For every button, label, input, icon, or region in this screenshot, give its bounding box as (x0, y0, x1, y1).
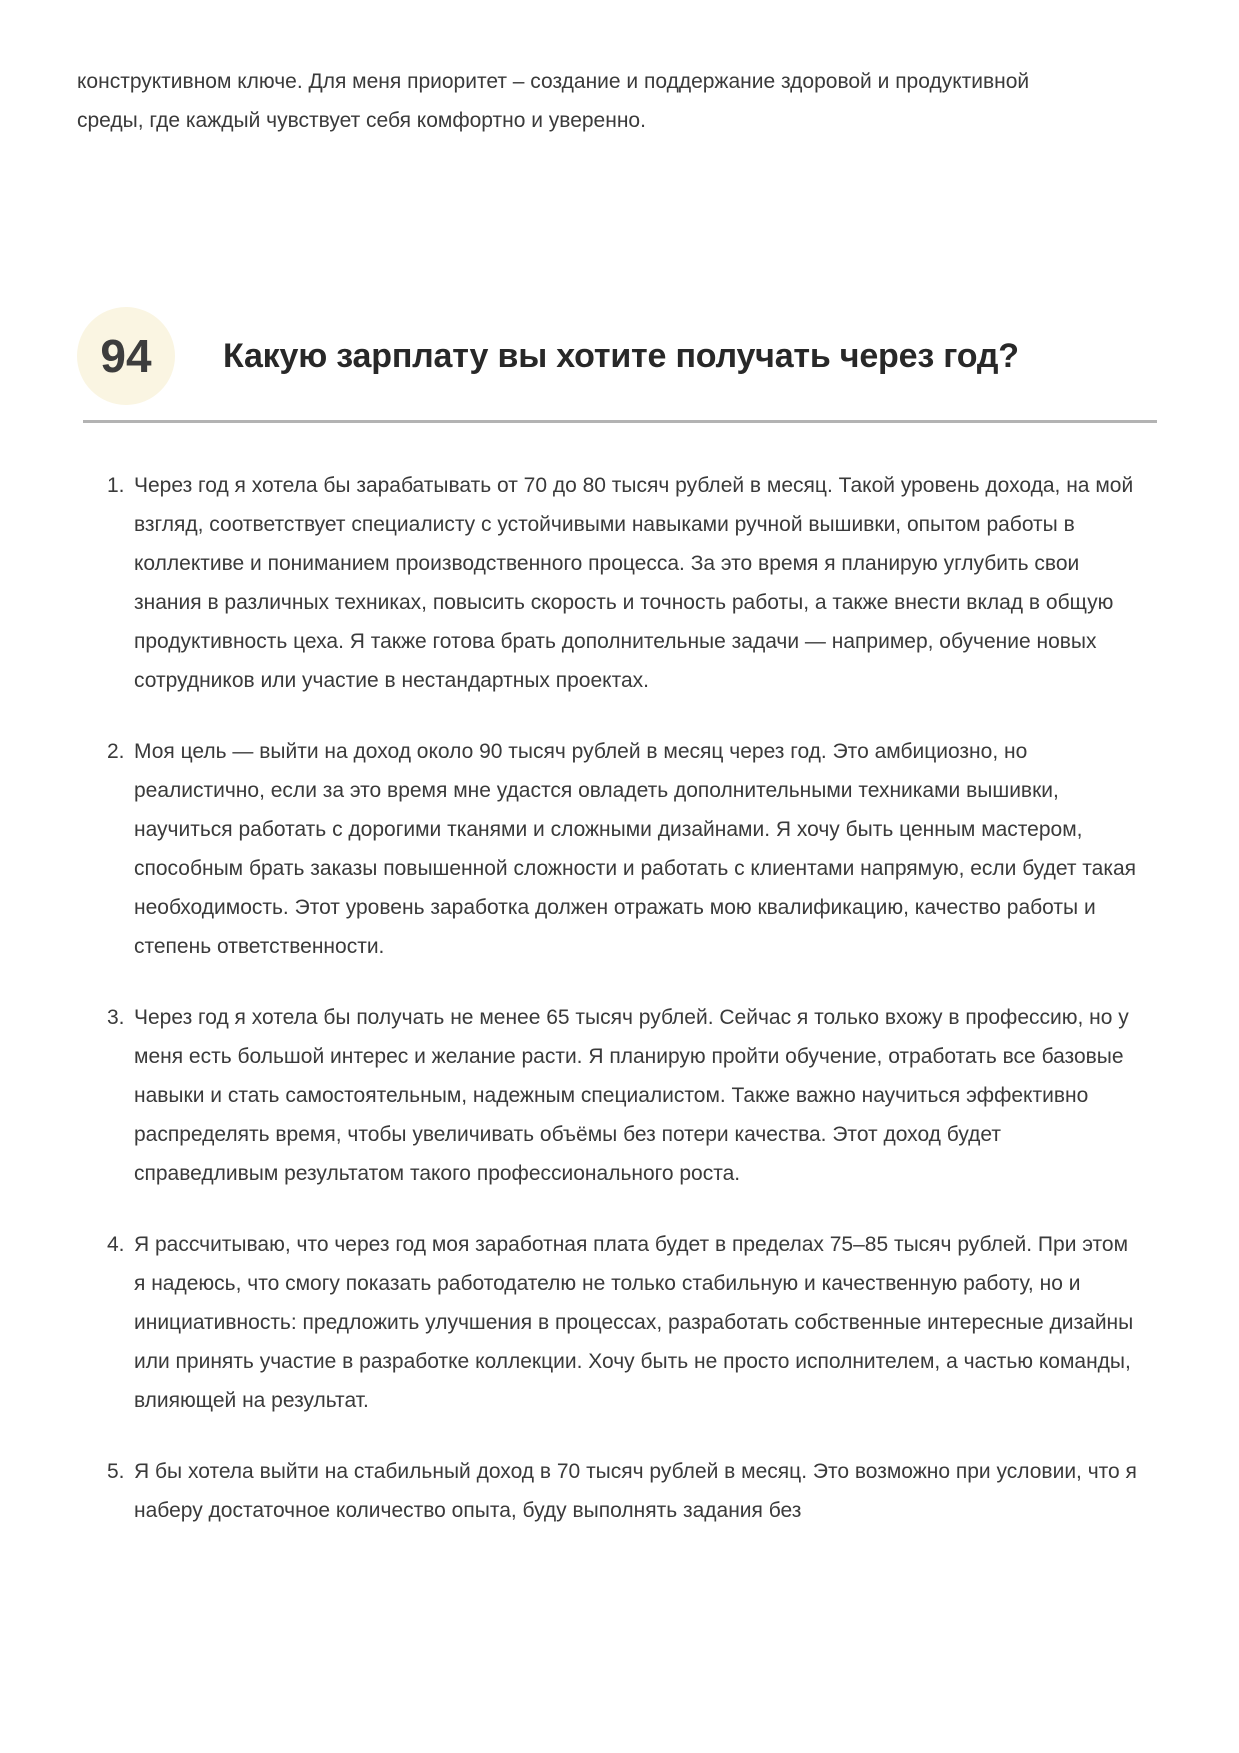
answer-number: 5. (107, 1460, 125, 1483)
answer-item-4 (77, 1225, 1157, 1420)
question-title: Какую зарплату вы хотите получать через год? (223, 336, 1019, 375)
answer-item-2 (77, 732, 1157, 966)
answer-text: Через год я хотела бы получать не менее 65 тысяч рублей. Сейчас я только вхожу в профессию, но у меня есть большой интерес и желание расти. Я планирую пройти обучение, отработать все базовые навыки и стать самостоятельным, надежным специалистом. Также важно научиться эффективно распределять время, чтобы увеличивать объёмы без потери качества. Этот доход будет справедливым результатом такого профессионального роста. (134, 1006, 1129, 1185)
answer-text: Моя цель — выйти на доход около 90 тысяч рублей в месяц через год. Это амбициозно, но реалистично, если за это время мне удастся овладеть дополнительными техниками вышивки, научиться работать с дорогими тканями и сложными дизайнами. Я хочу быть ценным мастером, способным брать заказы повышенной сложности и работать с клиентами напрямую, если будет такая необходимость. Этот уровень заработка должен отражать мою квалификацию, качество работы и степень ответственности. (134, 740, 1137, 958)
answer-text: Я рассчитываю, что через год моя заработная плата будет в пределах 75–85 тысяч рублей. При этом я надеюсь, что смогу показать работодателю не только стабильную и качественную работу, но и инициативность: предложить улучшения в процессах, разработать собственные интересные дизайны или принять участие в разработке коллекции. Хочу быть не просто исполнителем, а частью команды, влияющей на результат. (134, 1233, 1134, 1412)
answer-number: 2. (107, 740, 125, 763)
answer-item-5 (77, 1452, 1157, 1530)
answers-list (77, 466, 1157, 1530)
continuation-paragraph: конструктивном ключе. Для меня приоритет – создание и поддержание здоровой и продуктивной среды, где каждый чувствует себя комфортно и уверенно. (77, 70, 1030, 132)
question-header (77, 307, 1157, 405)
question-number: 94 (100, 330, 152, 382)
answer-number: 4. (107, 1233, 125, 1256)
answer-number: 3. (107, 1006, 125, 1029)
answer-text: Через год я хотела бы зарабатывать от 70 до 80 тысяч рублей в месяц. Такой уровень дохода, на мой взгляд, соответствует специалисту с устойчивыми навыками ручной вышивки, опытом работы в коллективе и пониманием производственного процесса. За это время я планирую углубить свои знания в различных техниках, повысить скорость и точность работы, а также внести вклад в общую продуктивность цеха. Я также готова брать дополнительные задачи — например, обучение новых сотрудников или участие в нестандартных проектах. (134, 474, 1134, 692)
answer-item-3 (77, 998, 1157, 1193)
section-divider (83, 420, 1157, 423)
answer-item-1 (77, 466, 1157, 700)
answer-number: 1. (107, 474, 125, 497)
question-number-badge (77, 307, 175, 405)
answer-text: Я бы хотела выйти на стабильный доход в 70 тысяч рублей в месяц. Это возможно при условии, что я наберу достаточное количество опыта, буду выполнять задания без (134, 1460, 1137, 1522)
